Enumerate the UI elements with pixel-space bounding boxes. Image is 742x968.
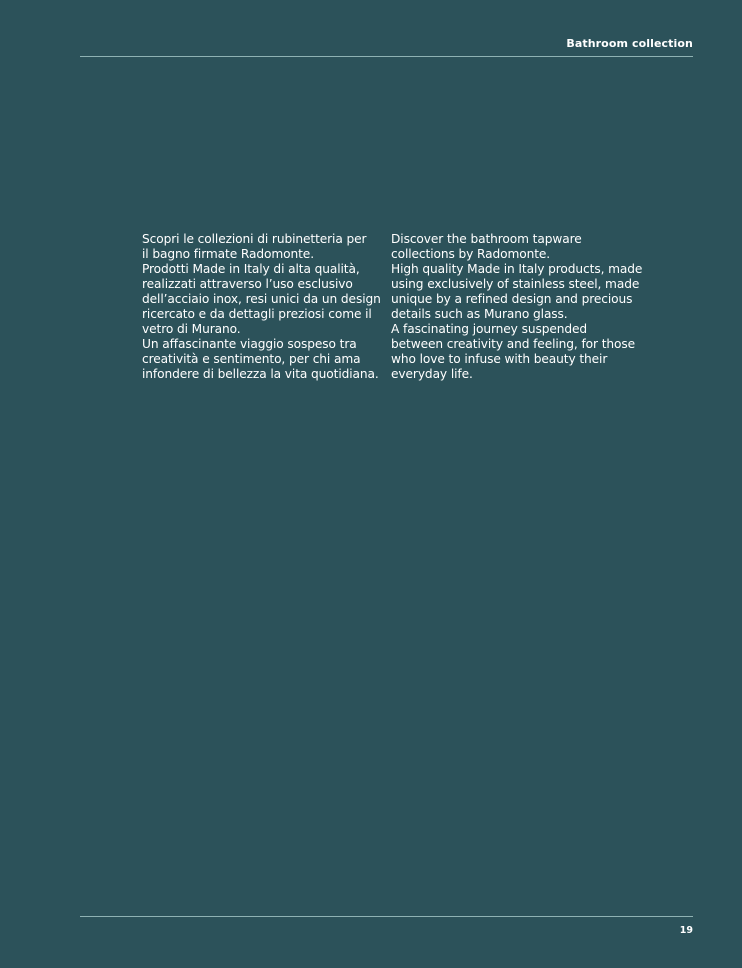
text-line: il bagno firmate Radomonte. bbox=[142, 247, 314, 261]
text-line: A fascinating journey suspended bbox=[391, 322, 588, 336]
text-line: between creativity and feeling, for those bbox=[391, 337, 636, 351]
text-line: creatività e sentimento, per chi ama bbox=[142, 352, 361, 366]
section-title: Bathroom collection bbox=[566, 37, 693, 50]
text-line: Scopri le collezioni di rubinetteria per bbox=[142, 232, 367, 246]
text-line: everyday life. bbox=[391, 367, 473, 381]
text-line: High quality Made in Italy products, made bbox=[391, 262, 643, 276]
text-line: infondere di bellezza la vita quotidiana. bbox=[142, 367, 379, 381]
text-line: unique by a refined design and precious bbox=[391, 292, 633, 306]
text-line: realizzati attraverso l’uso esclusivo bbox=[142, 277, 353, 291]
text-line: vetro di Murano. bbox=[142, 322, 241, 336]
text-line: using exclusively of stainless steel, made bbox=[391, 277, 640, 291]
text-line: details such as Murano glass. bbox=[391, 307, 568, 321]
italian-text-column bbox=[142, 232, 381, 382]
text-line: who love to infuse with beauty their bbox=[391, 352, 608, 366]
text-line: dell’acciaio inox, resi unici da un design bbox=[142, 292, 381, 306]
english-text-column bbox=[391, 232, 641, 382]
header-divider bbox=[80, 56, 693, 57]
text-line: Discover the bathroom tapware bbox=[391, 232, 582, 246]
page-number: 19 bbox=[679, 925, 693, 936]
text-line: ricercato e da dettagli preziosi come il bbox=[142, 307, 372, 321]
footer-divider bbox=[80, 916, 693, 917]
text-line: Prodotti Made in Italy di alta qualità, bbox=[142, 262, 360, 276]
text-line: collections by Radomonte. bbox=[391, 247, 551, 261]
text-line: Un affascinante viaggio sospeso tra bbox=[142, 337, 357, 351]
